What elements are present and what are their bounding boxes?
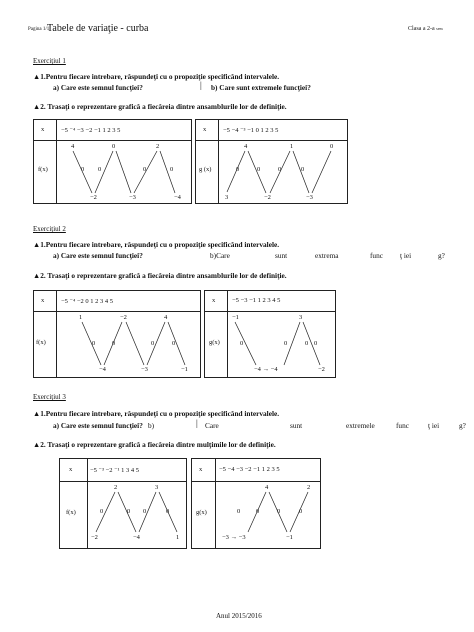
ex2-question-1a: a) Care este semnul funcţiei? [53, 251, 143, 260]
ex3-table-g: x −5 −4 −3 −2 −1 1 2 3 5 g(x) [191, 458, 321, 549]
ex2-question-1b: b)Care [210, 251, 230, 260]
exercise-2-heading: Exerciţiul 2 [33, 225, 66, 233]
ex1-question-1b: b) Care sunt extremele funcţiei? [211, 83, 311, 92]
ex2-table-f: x −5 ⁻⁴ −2 0 1 2 3 4 5 f(x) [33, 290, 201, 378]
ex2-table-g: x −5 −3 −1 1 2 3 4 5 g(x) [204, 290, 336, 378]
ex3-question-1b: b) [148, 421, 155, 430]
ex1-question-1a: a) Care este semnul funcţiei? [53, 83, 143, 92]
ex1-question-1: ▲1.Pentru fiecare intrebare, răspundeţi cu o propoziţie specificând intervalele. [33, 72, 280, 81]
ex3-table-f: x −5 ⁻³ −2 ⁻¹ 1 3 4 5 f(x) [59, 458, 187, 549]
footer-year: Anul 2015/2016 [216, 612, 262, 620]
ex1-separator: | [200, 80, 202, 90]
ex3-question-2: ▲2. Trasaţi o reprezentare grafică a fiecăreia dintre mulţimile lor de definiţie. [33, 440, 276, 449]
ex2-question-1: ▲1.Pentru fiecare intrebare, răspundeţi cu o propoziţie specificând intervalele. [33, 240, 280, 249]
page-label: Pagina 1/1 [28, 27, 50, 32]
class-label: Clasa a 2-a sem [408, 26, 443, 32]
exercise-3-heading: Exerciţiul 3 [33, 393, 66, 401]
ex1-table-f: x −5 ⁻⁴ −3 −2 −1 1 2 3 5 f(x) [33, 119, 192, 204]
ex3-question-1: ▲1.Pentru fiecare intrebare, răspundeţi cu o propoziţie specificând intervalele. [33, 409, 280, 418]
ex3-question-1a: a) Care este semnul funcţiei? [53, 421, 143, 430]
page-title: Tabele de variaţie - curba [47, 23, 149, 34]
exercise-1-heading: Exerciţiul 1 [33, 57, 66, 65]
ex1-question-2: ▲2. Trasaţi o reprezentare grafică a fiecăreia dintre ansamblurile lor de definiţie. [33, 102, 287, 111]
ex2-question-2: ▲2. Trasaţi o reprezentare grafică a fiecăreia dintre ansamblurile lor de definiţie. [33, 271, 287, 280]
ex1-table-g: x −5 −4 ⁻³ −1 0 1 2 3 5 g (x) [195, 119, 348, 204]
